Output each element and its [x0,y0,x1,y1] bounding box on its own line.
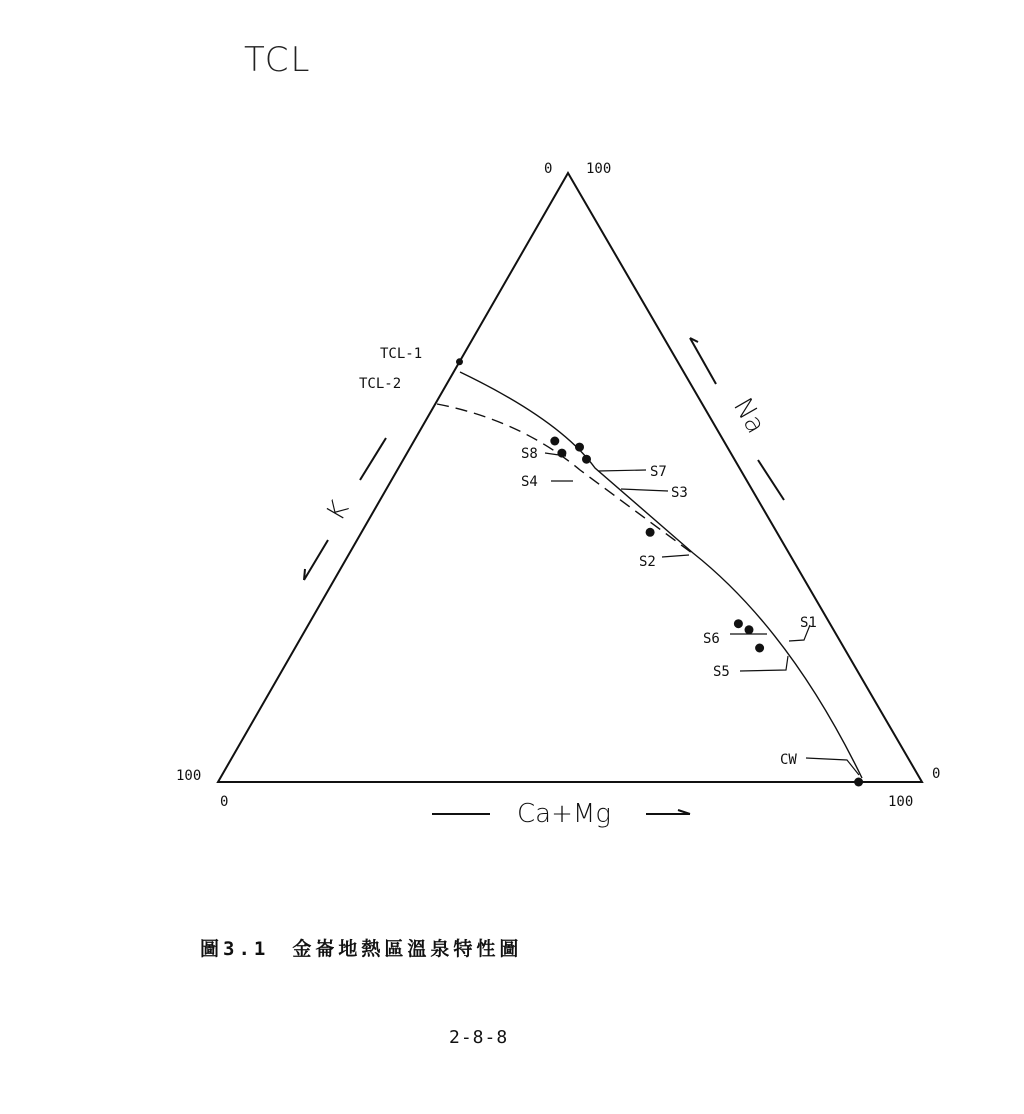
label-s4: S4 [521,474,538,490]
tick-bottom-left-upper: 100 [176,768,202,784]
tick-bottom-left-lower: 0 [220,794,229,810]
data-point-s3 [582,455,591,464]
label-tcl-2: TCL-2 [359,376,402,392]
k-axis-dash-upper [360,438,386,480]
label-s5: S5 [713,664,730,680]
camg-axis-label: Ca+Mg [517,799,611,829]
label-s1: S1 [800,615,817,631]
k-axis-label: K [320,496,356,526]
label-s8: S8 [521,446,538,462]
data-point-s6 [734,619,743,628]
tick-top-left: 0 [544,161,553,177]
data-point-cw [854,778,863,787]
data-point-s2 [646,528,655,537]
points-layer [456,358,863,786]
data-point-s4 [557,449,566,458]
leader-lines [545,453,859,775]
tick-bottom-right-upper: 0 [932,766,941,782]
page-heading: TCL [244,40,312,80]
label-s3: S3 [671,485,688,501]
k-axis-arrow [304,540,328,580]
figure-caption: 圖3.1 金崙地熱區溫泉特性圖 [200,938,523,960]
tick-bottom-right-lower: 100 [888,794,914,810]
na-axis-arrow [690,338,716,384]
data-point-s1 [745,625,754,634]
label-tcl-1: TCL-1 [380,346,423,362]
data-point-s5 [755,644,764,653]
data-point-s8 [550,437,559,446]
label-s6: S6 [703,631,720,647]
tick-top-right: 100 [586,161,612,177]
camg-axis-arrow [646,810,690,814]
page-number: 2-8-8 [449,1027,509,1048]
na-axis-label: Na [727,393,771,439]
data-point-tcl-1 [456,358,463,365]
triangle-frame [218,173,922,782]
label-s7: S7 [650,464,667,480]
label-cw: CW [780,752,797,768]
data-point-s7 [575,443,584,452]
label-s2: S2 [639,554,656,570]
na-axis-dash-lower [758,460,784,500]
